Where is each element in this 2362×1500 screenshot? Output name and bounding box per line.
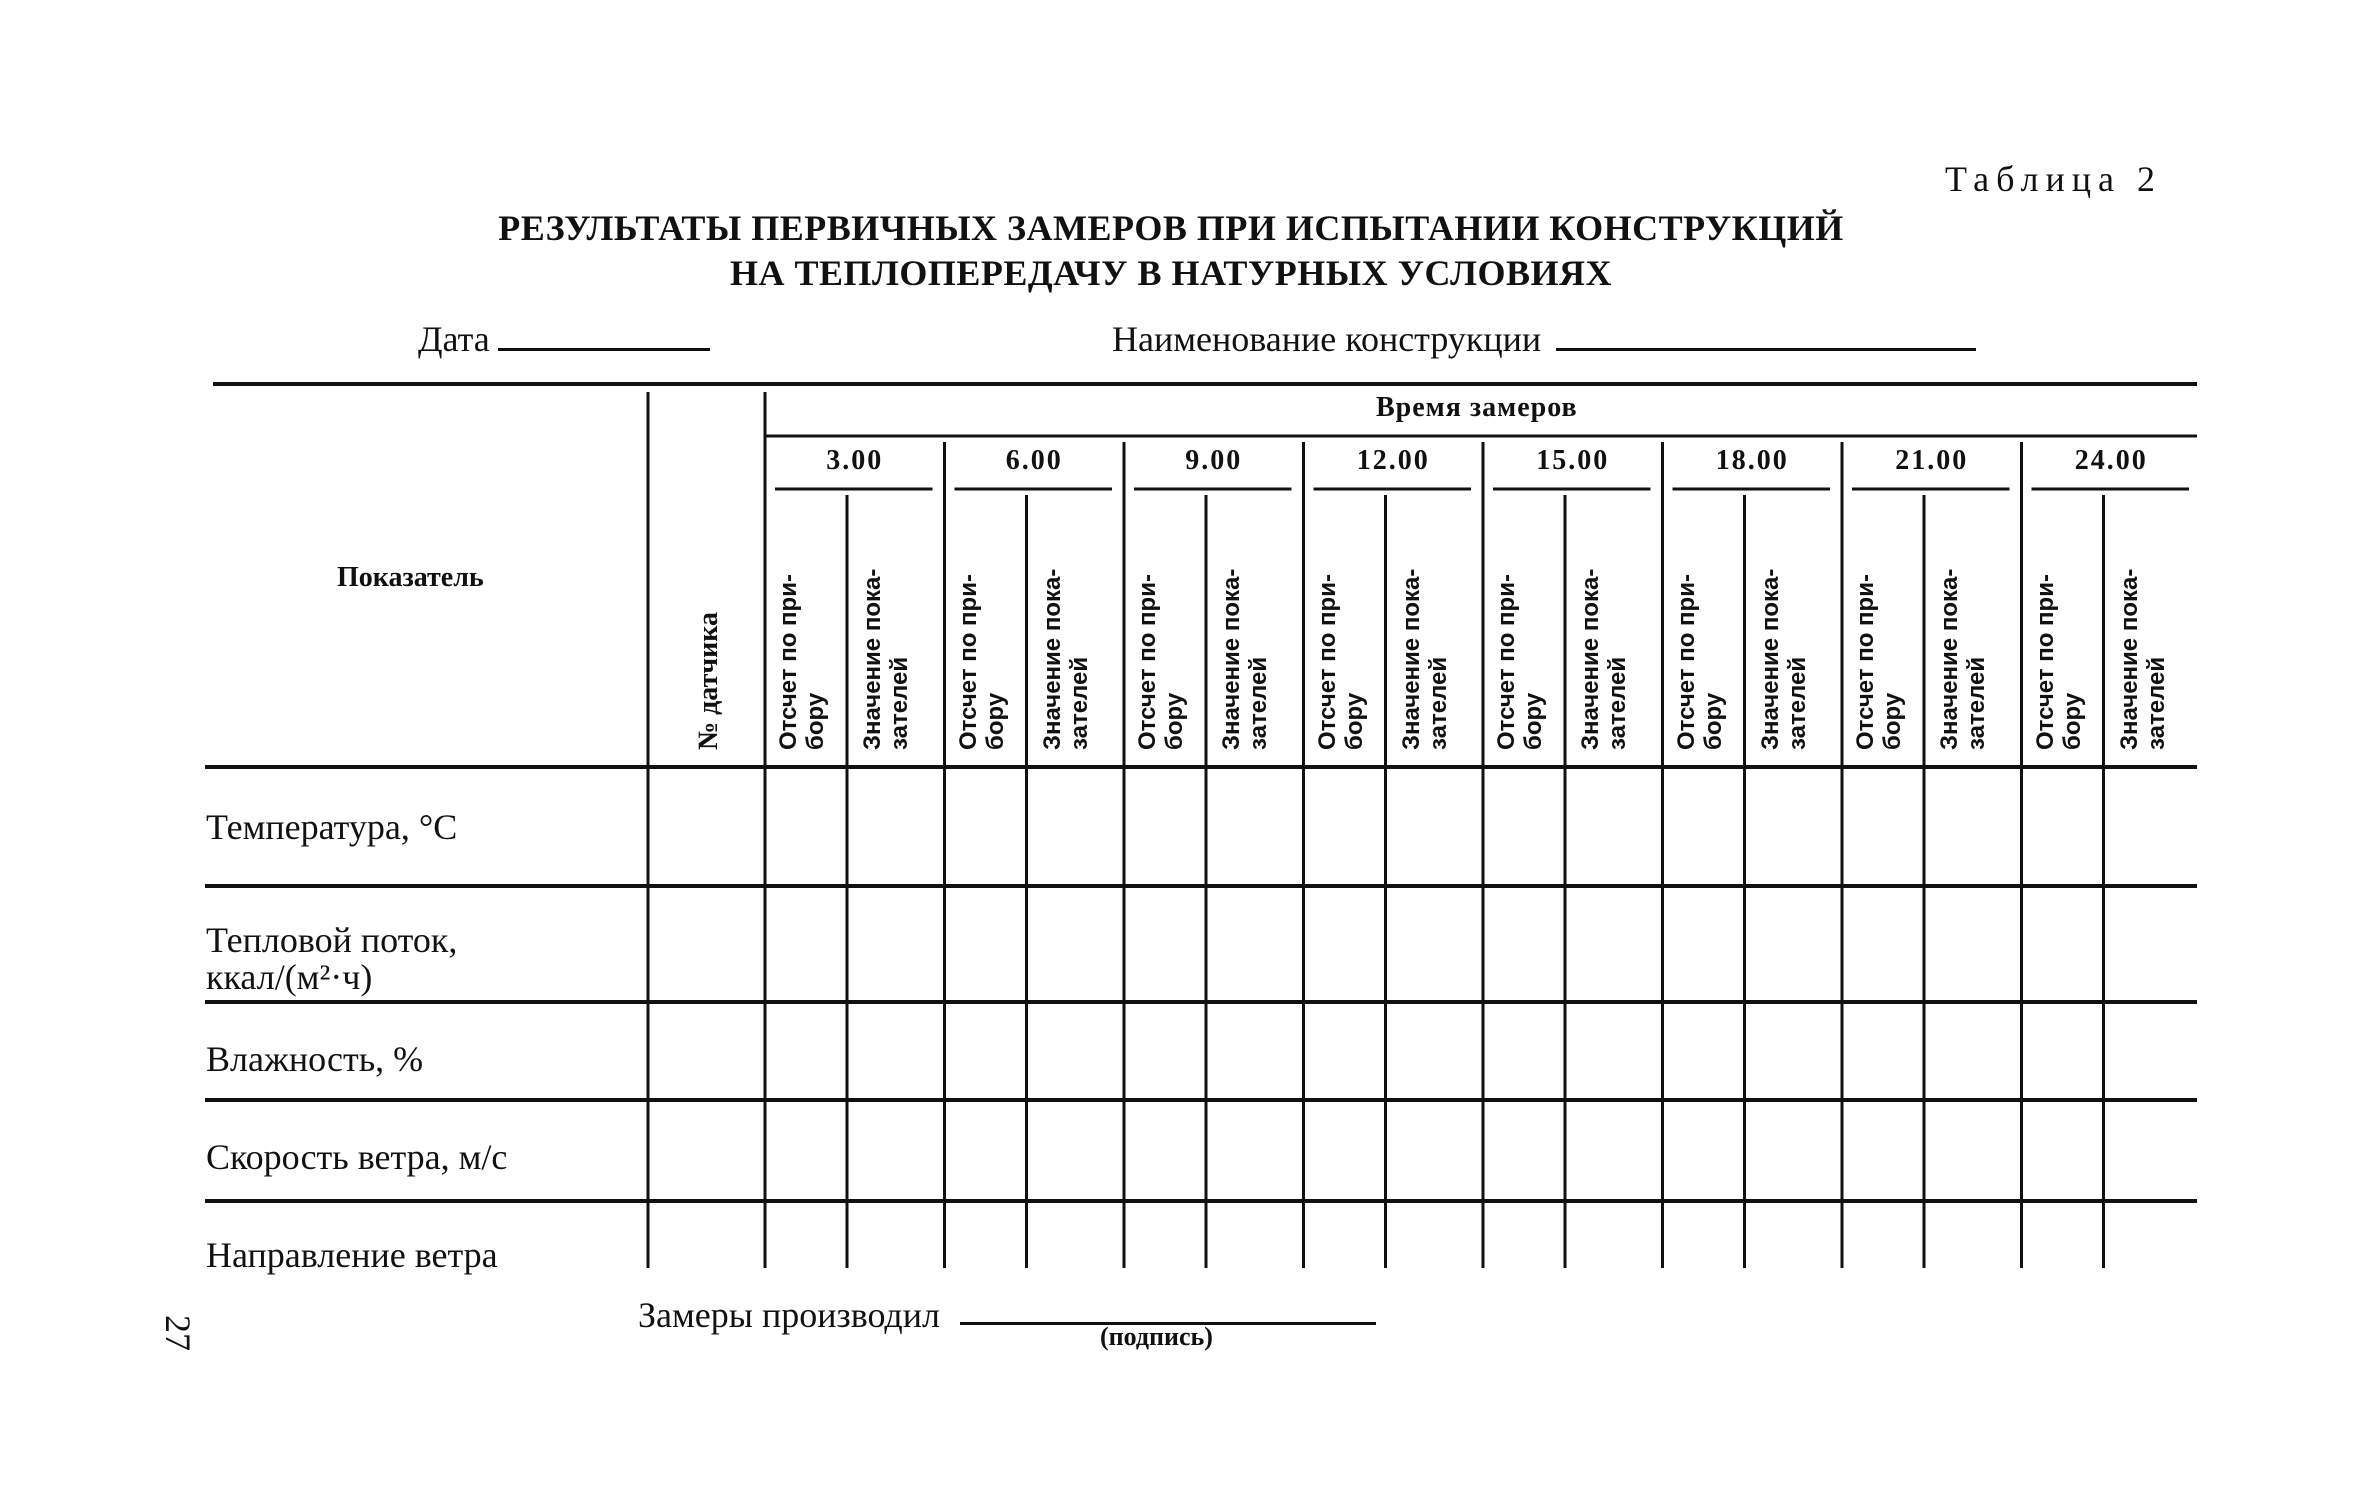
indicator-column-header: Показатель bbox=[337, 562, 484, 593]
time-label-7: 21.00 bbox=[1895, 445, 1969, 476]
time-group-header: Время замеров bbox=[1376, 392, 1578, 423]
sub-header-value-line1-1: Значение пока- bbox=[859, 568, 886, 750]
time-label-2: 6.00 bbox=[1005, 445, 1063, 476]
row-humidity-label: Влажность, % bbox=[206, 1039, 424, 1079]
sub-header-value-line1-7: Значение пока- bbox=[1936, 568, 1963, 750]
sub-header-value-line2-6: зателей bbox=[1783, 656, 1811, 750]
sub-header-reading-line2-2: бору bbox=[981, 692, 1009, 750]
row-heat-flow-label: Тепловой поток, bbox=[206, 920, 458, 960]
time-label-4: 12.00 bbox=[1356, 445, 1430, 476]
sub-header-value-line2-5: зателей bbox=[1604, 656, 1631, 750]
sub-header-value-line1-2: Значение пока- bbox=[1038, 568, 1066, 750]
signed-by-label: Замеры производил bbox=[638, 1295, 940, 1335]
sub-header-value-line2-4: зателей bbox=[1424, 656, 1452, 750]
sub-header-reading-line1-2: Отсчет по при- bbox=[954, 574, 982, 750]
sub-header-value-line1-4: Значение пока- bbox=[1397, 568, 1425, 750]
sub-header-value-line1-5: Значение пока- bbox=[1577, 568, 1604, 750]
sub-header-reading-line2-6: бору bbox=[1699, 692, 1727, 750]
sub-header-value-line2-3: зателей bbox=[1245, 656, 1272, 750]
sub-header-reading-line2-3: бору bbox=[1161, 692, 1188, 750]
sub-header-value-line1-6: Значение пока- bbox=[1756, 568, 1784, 750]
sub-header-value-line1-3: Значение пока- bbox=[1218, 568, 1245, 750]
row-wind-speed-label: Скорость ветра, м/с bbox=[206, 1137, 508, 1177]
time-label-3: 9.00 bbox=[1185, 445, 1243, 476]
date-label: Дата bbox=[418, 319, 490, 359]
time-label-5: 15.00 bbox=[1536, 445, 1610, 476]
row-temperature-label: Температура, °С bbox=[206, 807, 458, 847]
page-number: 27 bbox=[158, 1315, 198, 1351]
sub-header-value-line2-8: зателей bbox=[2142, 656, 2170, 750]
document-title-line-2: НА ТЕПЛОПЕРЕДАЧУ В НАТУРНЫХ УСЛОВИЯХ bbox=[730, 253, 1612, 293]
table-number-label: Таблица 2 bbox=[1945, 159, 2162, 199]
time-label-6: 18.00 bbox=[1715, 445, 1789, 476]
sub-header-reading-line1-7: Отсчет по при- bbox=[1852, 574, 1879, 750]
sub-header-value-line1-8: Значение пока- bbox=[2115, 568, 2143, 750]
sensor-number-column-header: № датчика bbox=[693, 612, 724, 750]
sub-header-reading-line2-4: бору bbox=[1340, 692, 1368, 750]
sub-header-reading-line2-1: бору bbox=[802, 692, 829, 750]
sub-header-value-line2-1: зателей bbox=[886, 656, 913, 750]
sub-header-reading-line2-7: бору bbox=[1879, 692, 1906, 750]
sub-header-reading-line1-6: Отсчет по при- bbox=[1672, 574, 1700, 750]
sub-header-reading-line1-5: Отсчет по при- bbox=[1493, 574, 1520, 750]
row-heat-flow-unit: ккал/(м²·ч) bbox=[206, 957, 373, 997]
time-label-1: 3.00 bbox=[826, 445, 884, 476]
time-label-8: 24.00 bbox=[2074, 445, 2148, 476]
sub-header-value-line2-7: зателей bbox=[1963, 656, 1990, 750]
sub-header-reading-line2-8: бору bbox=[2058, 692, 2086, 750]
document-title-line-1: РЕЗУЛЬТАТЫ ПЕРВИЧНЫХ ЗАМЕРОВ ПРИ ИСПЫТАНИИ КОНСТРУКЦИЙ bbox=[498, 208, 1844, 248]
sub-header-reading-line1-3: Отсчет по при- bbox=[1134, 574, 1161, 750]
sub-header-reading-line1-1: Отсчет по при- bbox=[775, 574, 802, 750]
signature-caption: (подпись) bbox=[1100, 1322, 1213, 1351]
sub-header-reading-line1-8: Отсчет по при- bbox=[2031, 574, 2059, 750]
sub-header-reading-line2-5: бору bbox=[1520, 692, 1547, 750]
sub-header-value-line2-2: зателей bbox=[1065, 656, 1093, 750]
sub-header-reading-line1-4: Отсчет по при- bbox=[1313, 574, 1341, 750]
construction-name-label: Наименование конструкции bbox=[1112, 319, 1542, 359]
row-wind-direction-label: Направление ветра bbox=[206, 1235, 498, 1275]
